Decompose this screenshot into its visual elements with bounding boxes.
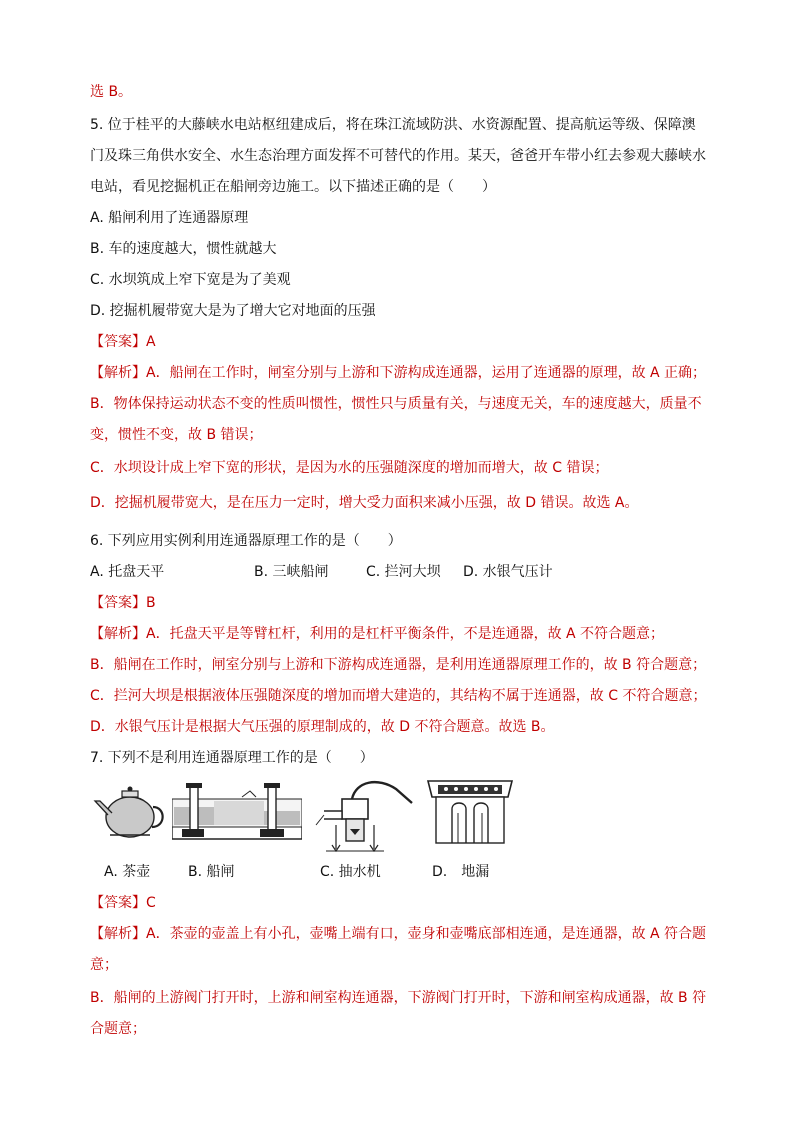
q5-stem-line-1: 5. 位于桂平的大藤峡水电站枢纽建成后，将在珠江流域防洪、水资源配置、提高航运等级、保障澳 — [90, 117, 696, 133]
q6-option-b: B. 三峡船闸 — [254, 564, 329, 580]
q5-analysis-line-3: 变，惯性不变，故 B 错误； — [90, 427, 263, 443]
q6-analysis-line-4: D．水银气压计是根据大气压强的原理制成的，故 D 不符合题意。故选 B。 — [90, 719, 555, 735]
water-pump-figure — [312, 775, 416, 853]
q5-answer: 【答案】A — [90, 334, 156, 350]
q6-analysis-line-1: 【解析】A．托盘天平是等臂杠杆，利用的是杠杆平衡条件，不是连通器，故 A 不符合题意； — [90, 626, 665, 642]
floor-drain-figure — [424, 779, 516, 845]
q6-analysis-line-2: B．船闸在工作时，闸室分别与上游和下游构成连通器，是利用连通器原理工作的，故 B 符合题意； — [90, 657, 707, 673]
q5-analysis-line-1: 【解析】A．船闸在工作时，闸室分别与上游和下游构成连通器，运用了连通器的原理，故 A 正确； — [90, 365, 707, 381]
q7-analysis-line-1: 【解析】A．茶壶的壶盖上有小孔，壶嘴上端有口，壶身和壶嘴底部相连通，是连通器，故 A 符合题 — [90, 926, 707, 942]
q5-analysis-line-4: C．水坝设计成上窄下宽的形状，是因为水的压强随深度的增加而增大，故 C 错误； — [90, 460, 609, 476]
teapot-figure — [92, 785, 168, 841]
q7-analysis-line-3: B．船闸的上游阀门打开时，上游和闸室构连通器，下游阀门打开时，下游和闸室构成通器，故 B 符 — [90, 990, 707, 1006]
q5-stem-line-3: 电站，看见挖掘机正在船闸旁边施工。以下描述正确的是（ ） — [90, 179, 496, 195]
q7-answer: 【答案】C — [90, 895, 156, 911]
ship-lock-figure — [172, 781, 302, 843]
q5-option-c: C. 水坝筑成上窄下宽是为了美观 — [90, 272, 291, 288]
q7-analysis-line-4: 合题意； — [90, 1021, 146, 1037]
q6-option-a: A. 托盘天平 — [90, 564, 165, 580]
q7-stem: 7. 下列不是利用连通器原理工作的是（ ） — [90, 750, 374, 766]
q7-caption-b: B. 船闸 — [188, 864, 235, 880]
q6-option-d: D. 水银气压计 — [463, 564, 553, 580]
q7-caption-c: C. 抽水机 — [320, 864, 381, 880]
q5-option-b: B. 车的速度越大，惯性就越大 — [90, 241, 277, 257]
q5-option-a: A. 船闸利用了连通器原理 — [90, 210, 249, 226]
q7-analysis-line-2: 意； — [90, 957, 118, 973]
q6-answer: 【答案】B — [90, 595, 156, 611]
previous-answer-tail: 选 B。 — [90, 84, 133, 100]
q6-stem: 6. 下列应用实例利用连通器原理工作的是（ ） — [90, 533, 402, 549]
q6-option-c: C. 拦河大坝 — [366, 564, 441, 580]
q5-analysis-line-5: D．挖掘机履带宽大，是在压力一定时，增大受力面积来减小压强，故 D 错误。故选 A。 — [90, 495, 639, 511]
q5-stem-line-2: 门及珠三角供水安全、水生态治理方面发挥不可替代的作用。某天，爸爸开车带小红去参观大藤峡水 — [90, 148, 706, 164]
q7-caption-d: D. 地漏 — [432, 864, 490, 880]
q7-caption-a: A. 茶壶 — [104, 864, 151, 880]
q6-analysis-line-3: C．拦河大坝是根据液体压强随深度的增加而增大建造的，其结构不属于连通器，故 C 不符合题意； — [90, 688, 707, 704]
q5-analysis-line-2: B．物体保持运动状态不变的性质叫惯性，惯性只与质量有关，与速度无关，车的速度越大，质量不 — [90, 396, 702, 412]
q5-option-d: D. 挖掘机履带宽大是为了增大它对地面的压强 — [90, 303, 376, 319]
